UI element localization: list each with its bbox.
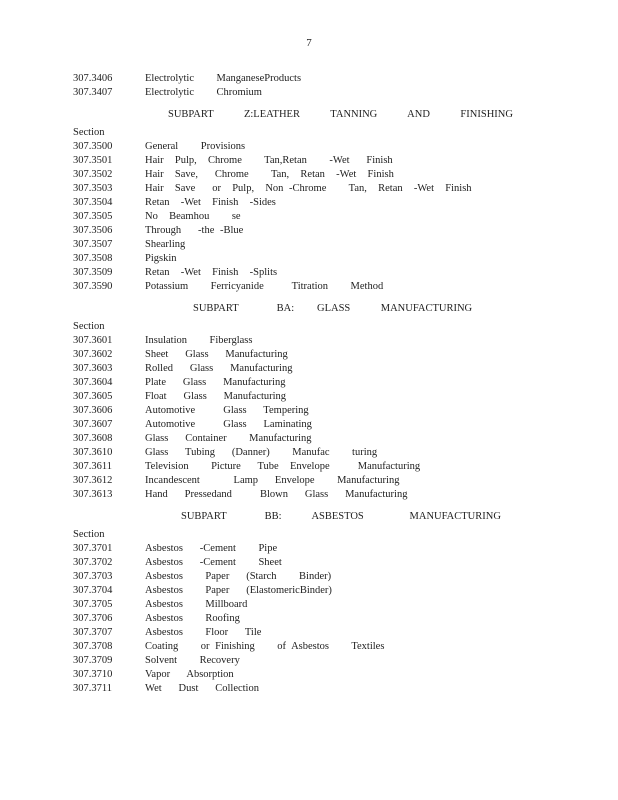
section-code: 307.3701: [73, 543, 113, 554]
list-item: [73, 362, 593, 376]
section-code: 307.3407: [73, 87, 113, 98]
section-code: 307.3502: [73, 169, 113, 180]
list-item: [73, 612, 593, 626]
section-code: 307.3607: [73, 419, 113, 430]
section-title: Sheet Glass Manufacturing: [145, 349, 288, 360]
section-title: Automotive Glass Tempering: [145, 405, 309, 416]
section-title: Asbestos -Cement Pipe: [145, 543, 278, 554]
list-item: [73, 626, 593, 640]
subpart-heading: SUBPART BB: ASBESTOS MANUFACTURING: [181, 511, 501, 522]
section-code: 307.3612: [73, 475, 113, 486]
section-title: Hair Pulp, Chrome Tan,Retan -Wet Finish: [145, 155, 393, 166]
list-item: [73, 252, 593, 266]
section-title: Pigskin: [145, 253, 177, 264]
list-item: [73, 460, 593, 474]
section-title: Hand Pressedand Blown Glass Manufacturing: [145, 489, 408, 500]
section-code: 307.3604: [73, 377, 113, 388]
section-code: 307.3505: [73, 211, 113, 222]
section-title: Asbestos Roofing: [145, 613, 240, 624]
section-title: Rolled Glass Manufacturing: [145, 363, 293, 374]
list-item: [73, 668, 593, 682]
list-item: [73, 390, 593, 404]
list-item: [73, 72, 593, 86]
list-item: [73, 584, 593, 598]
section-title: Retan -Wet Finish -Splits: [145, 267, 278, 278]
section-code: 307.3702: [73, 557, 113, 568]
section-code: 307.3606: [73, 405, 113, 416]
list-item: [73, 154, 593, 168]
list-item: [73, 404, 593, 418]
section-code: 307.3705: [73, 599, 113, 610]
section-code: 307.3709: [73, 655, 113, 666]
section-code: 307.3601: [73, 335, 113, 346]
section-title: Potassium Ferricyanide Titration Method: [145, 281, 384, 292]
list-item: [73, 280, 593, 294]
section-label: Section: [73, 529, 105, 540]
subpart-heading: SUBPART Z:LEATHER TANNING AND FINISHING: [168, 109, 513, 120]
list-item: [73, 86, 593, 100]
list-item: [73, 168, 593, 182]
section-code: 307.3703: [73, 571, 113, 582]
list-item: [73, 446, 593, 460]
subparts-container: [73, 108, 593, 696]
section-title: Solvent Recovery: [145, 655, 240, 666]
section-code: 307.3613: [73, 489, 113, 500]
section-code: 307.3611: [73, 461, 112, 472]
section-code: 307.3706: [73, 613, 113, 624]
section-title: Automotive Glass Laminating: [145, 419, 312, 430]
list-item: [73, 556, 593, 570]
section-title: Asbestos Paper (Starch Binder): [145, 571, 332, 582]
section-title: General Provisions: [145, 141, 246, 152]
list-item: [73, 238, 593, 252]
list-item: [73, 182, 593, 196]
section-code: 307.3704: [73, 585, 113, 596]
intro-list: [73, 72, 593, 100]
section-code: 307.3500: [73, 141, 113, 152]
section-code: 307.3508: [73, 253, 113, 264]
list-item: [73, 376, 593, 390]
section-title: Wet Dust Collection: [145, 683, 259, 694]
section-title: No Beamhou se: [145, 211, 241, 222]
section-title: Shearling: [145, 239, 186, 250]
section-code: 307.3707: [73, 627, 113, 638]
section-code: 307.3509: [73, 267, 113, 278]
section-title: Coating or Finishing of Asbestos Textiles: [145, 641, 385, 652]
section-code: 307.3504: [73, 197, 113, 208]
list-item: [73, 640, 593, 654]
section-title: Electrolytic Chromium: [145, 87, 262, 98]
list-item: [73, 348, 593, 362]
list-item: [73, 570, 593, 584]
list-item: [73, 474, 593, 488]
section-label: Section: [73, 321, 105, 332]
section-code: 307.3610: [73, 447, 113, 458]
page-number: 7: [306, 37, 312, 49]
section-code: 307.3603: [73, 363, 113, 374]
section-title: Television Picture Tube Envelope Manufacturing: [145, 461, 421, 472]
section-code: 307.3602: [73, 349, 113, 360]
list-item: [73, 334, 593, 348]
section-code: 307.3406: [73, 73, 113, 84]
section-title: Float Glass Manufacturing: [145, 391, 287, 402]
subpart-block: [73, 510, 593, 696]
section-title: Glass Tubing (Danner) Manufac turing: [145, 447, 378, 458]
section-title: Asbestos Paper (ElastomericBinder): [145, 585, 332, 596]
list-item: [73, 654, 593, 668]
section-label: Section: [73, 127, 105, 138]
section-title: Asbestos Floor Tile: [145, 627, 262, 638]
section-title: Glass Container Manufacturing: [145, 433, 312, 444]
document-body: [73, 72, 593, 696]
section-code: 307.3708: [73, 641, 113, 652]
section-code: 307.3710: [73, 669, 113, 680]
section-code: 307.3608: [73, 433, 113, 444]
section-title: Hair Save or Pulp, Non -Chrome Tan, Retan -Wet Finish: [145, 183, 472, 194]
section-title: Electrolytic ManganeseProducts: [145, 73, 302, 84]
section-code: 307.3507: [73, 239, 113, 250]
section-code: 307.3590: [73, 281, 113, 292]
subpart-heading: SUBPART BA: GLASS MANUFACTURING: [193, 303, 473, 314]
subpart-block: [73, 108, 593, 294]
section-code: 307.3503: [73, 183, 113, 194]
section-title: Through -the -Blue: [145, 225, 244, 236]
list-item: [73, 196, 593, 210]
list-item: [73, 224, 593, 238]
list-item: [73, 266, 593, 280]
section-code: 307.3605: [73, 391, 113, 402]
subpart-block: [73, 302, 593, 502]
section-title: Asbestos Millboard: [145, 599, 248, 610]
section-title: Incandescent Lamp Envelope Manufacturing: [145, 475, 400, 486]
section-title: Insulation Fiberglass: [145, 335, 253, 346]
list-item: [73, 432, 593, 446]
list-item: [73, 140, 593, 154]
section-title: Hair Save, Chrome Tan, Retan -Wet Finish: [145, 169, 394, 180]
list-item: [73, 418, 593, 432]
section-title: Vapor Absorption: [145, 669, 234, 680]
list-item: [73, 682, 593, 696]
section-title: Asbestos -Cement Sheet: [145, 557, 282, 568]
list-item: [73, 488, 593, 502]
list-item: [73, 598, 593, 612]
list-item: [73, 210, 593, 224]
section-title: Plate Glass Manufacturing: [145, 377, 286, 388]
list-item: [73, 542, 593, 556]
section-code: 307.3711: [73, 683, 112, 694]
section-code: 307.3506: [73, 225, 113, 236]
section-code: 307.3501: [73, 155, 113, 166]
section-title: Retan -Wet Finish -Sides: [145, 197, 276, 208]
